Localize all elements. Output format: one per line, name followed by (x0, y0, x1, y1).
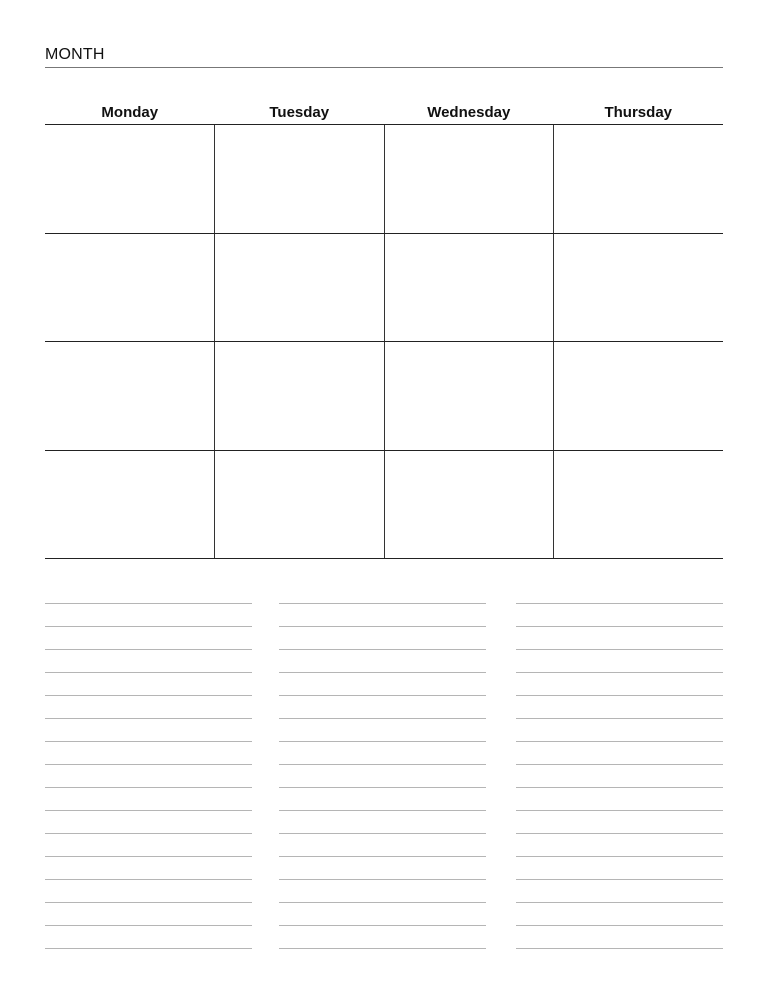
note-line[interactable] (516, 718, 723, 719)
note-line[interactable] (279, 695, 486, 696)
day-cell[interactable] (554, 451, 723, 559)
note-line[interactable] (516, 603, 723, 604)
note-line[interactable] (45, 672, 252, 673)
note-line[interactable] (45, 603, 252, 604)
notes-column-3 (516, 603, 723, 971)
week-row (45, 125, 723, 234)
day-cell[interactable] (45, 234, 215, 342)
day-cell[interactable] (215, 342, 385, 450)
note-line[interactable] (279, 603, 486, 604)
month-title: MONTH (45, 46, 105, 63)
day-cell[interactable] (215, 125, 385, 233)
note-line[interactable] (516, 902, 723, 903)
month-underline (45, 67, 723, 68)
note-line[interactable] (279, 626, 486, 627)
day-cell[interactable] (215, 451, 385, 559)
note-line[interactable] (516, 833, 723, 834)
note-line[interactable] (45, 787, 252, 788)
calendar-grid (45, 102, 723, 559)
note-line[interactable] (516, 856, 723, 857)
day-cell[interactable] (385, 451, 555, 559)
week-row (45, 234, 723, 343)
note-line[interactable] (279, 718, 486, 719)
day-cell[interactable] (385, 125, 555, 233)
note-line[interactable] (516, 787, 723, 788)
note-line[interactable] (279, 833, 486, 834)
note-line[interactable] (516, 810, 723, 811)
note-line[interactable] (45, 833, 252, 834)
note-line[interactable] (45, 856, 252, 857)
note-line[interactable] (45, 741, 252, 742)
day-header-tuesday: Tuesday (269, 104, 330, 121)
week-row (45, 342, 723, 451)
notes-area (45, 603, 723, 953)
day-header-monday: Monday (101, 104, 159, 121)
note-line[interactable] (516, 672, 723, 673)
note-line[interactable] (516, 764, 723, 765)
note-line[interactable] (516, 925, 723, 926)
note-line[interactable] (279, 810, 486, 811)
day-cell[interactable] (385, 234, 555, 342)
note-line[interactable] (45, 695, 252, 696)
note-line[interactable] (279, 856, 486, 857)
day-header-wednesday: Wednesday (427, 104, 511, 121)
note-line[interactable] (516, 741, 723, 742)
note-line[interactable] (45, 902, 252, 903)
note-line[interactable] (279, 902, 486, 903)
note-line[interactable] (45, 948, 252, 949)
day-cell[interactable] (215, 234, 385, 342)
note-line[interactable] (516, 948, 723, 949)
day-cell[interactable] (45, 125, 215, 233)
note-line[interactable] (279, 787, 486, 788)
note-line[interactable] (45, 626, 252, 627)
note-line[interactable] (45, 879, 252, 880)
day-cell[interactable] (45, 342, 215, 450)
note-line[interactable] (45, 925, 252, 926)
day-cell[interactable] (554, 342, 723, 450)
week-row (45, 451, 723, 560)
note-line[interactable] (516, 649, 723, 650)
note-line[interactable] (45, 764, 252, 765)
note-line[interactable] (279, 741, 486, 742)
day-cell[interactable] (554, 125, 723, 233)
day-header-thursday: Thursday (604, 104, 672, 121)
note-line[interactable] (516, 879, 723, 880)
note-line[interactable] (45, 718, 252, 719)
note-line[interactable] (279, 764, 486, 765)
notes-column-2 (279, 603, 486, 971)
note-line[interactable] (516, 626, 723, 627)
note-line[interactable] (279, 672, 486, 673)
note-line[interactable] (516, 695, 723, 696)
note-line[interactable] (45, 649, 252, 650)
note-line[interactable] (279, 879, 486, 880)
note-line[interactable] (279, 925, 486, 926)
day-cell[interactable] (45, 451, 215, 559)
note-line[interactable] (45, 810, 252, 811)
day-cell[interactable] (385, 342, 555, 450)
note-line[interactable] (279, 948, 486, 949)
planner-page (45, 0, 723, 994)
notes-column-1 (45, 603, 252, 971)
day-cell[interactable] (554, 234, 723, 342)
weekday-header-row (45, 102, 723, 125)
note-line[interactable] (279, 649, 486, 650)
